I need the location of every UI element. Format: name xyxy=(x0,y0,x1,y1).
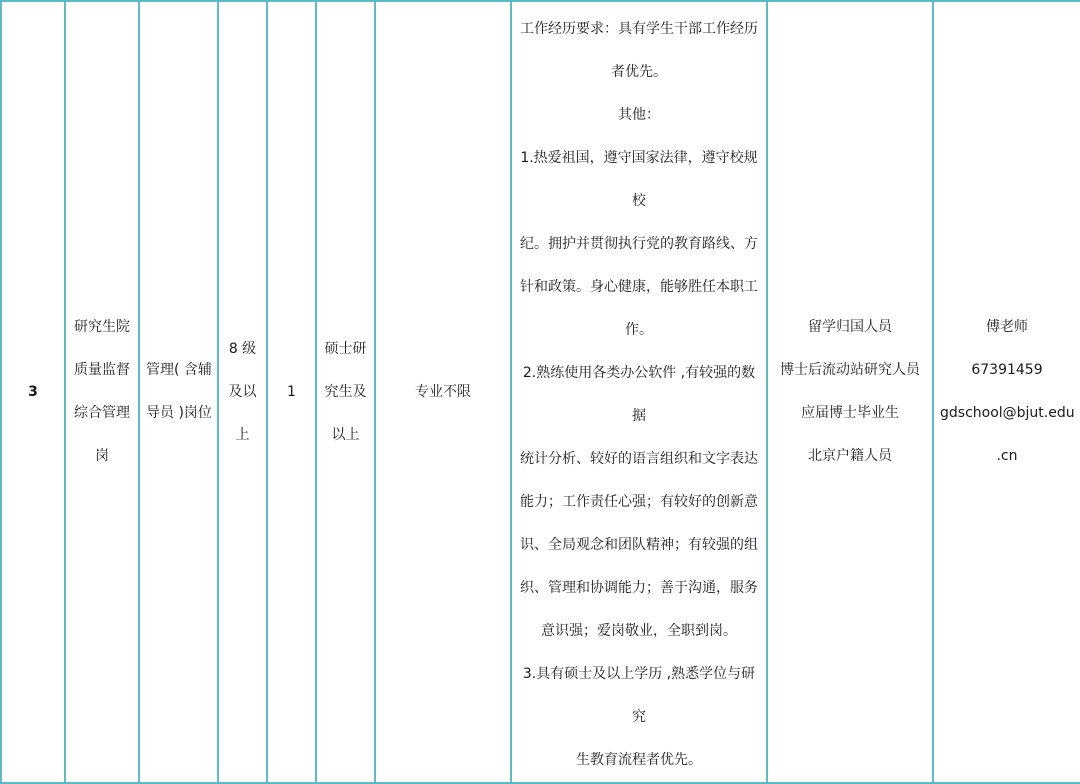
department-line: 质量监督 xyxy=(74,362,130,378)
education-cell xyxy=(316,1,375,783)
major-value: 专业不限 xyxy=(415,383,471,400)
requirement-line: 纪。拥护并贯彻执行党的教育路线、方 xyxy=(520,236,758,252)
major-cell xyxy=(375,1,511,783)
category-line: 管理( 含辅 xyxy=(146,362,212,378)
level-line: 及以 xyxy=(228,383,257,400)
department-cell xyxy=(65,1,139,783)
requirement-line: 统计分析、较好的语言组织和文字表达 xyxy=(520,451,758,467)
count-cell xyxy=(267,1,316,783)
requirement-line: 作。 xyxy=(625,322,653,338)
target-line: 北京户籍人员 xyxy=(808,448,892,464)
contact-name: 傅老师 xyxy=(986,319,1028,335)
requirement-line: 2.熟练使用各类办公软件 ,有较强的数据 xyxy=(522,365,756,424)
requirement-line: 工作经历要求：具有学生干部工作经历 xyxy=(520,21,758,37)
target-line: 应届博士毕业生 xyxy=(801,405,899,421)
department-line: 岗 xyxy=(95,448,109,464)
table-row xyxy=(1,1,1080,783)
row-number-cell xyxy=(1,1,65,783)
level-cell xyxy=(218,1,267,783)
category-cell xyxy=(139,1,218,783)
contact-cell xyxy=(933,1,1080,783)
requirement-line: 者优先。 xyxy=(611,64,667,80)
requirement-line: 能力；工作责任心强；有较好的创新意 xyxy=(520,494,758,510)
requirement-line: 1.热爱祖国，遵守国家法律，遵守校规校 xyxy=(520,150,758,209)
education-line: 以上 xyxy=(331,426,360,443)
requirement-line: 其他： xyxy=(618,107,660,123)
contact-email: .cn xyxy=(996,448,1018,464)
contact-phone: 67391459 xyxy=(971,362,1043,378)
education-line: 究生及 xyxy=(324,383,367,400)
requirement-line: 织、管理和协调能力；善于沟通，服务 xyxy=(520,580,758,596)
target-line: 留学归国人员 xyxy=(808,319,892,335)
requirements-cell xyxy=(511,1,767,783)
row-number: 3 xyxy=(28,383,38,400)
requirement-line: 3.具有硕士及以上学历 ,熟悉学位与研究 xyxy=(522,666,756,725)
target-cell xyxy=(767,1,933,783)
requirement-line: 识、全局观念和团队精神；有较强的组 xyxy=(520,537,758,553)
department-line: 综合管理 xyxy=(74,405,130,421)
level-line: 上 xyxy=(235,426,250,443)
requirement-line: 意识强；爱岗敬业，全职到岗。 xyxy=(541,623,737,639)
requirement-line: 生教育流程者优先。 xyxy=(576,752,702,768)
education-line: 硕士研 xyxy=(324,340,367,357)
category-line: 导员 )岗位 xyxy=(146,405,212,421)
target-line: 博士后流动站研究人员 xyxy=(780,362,920,378)
level-line: 8 级 xyxy=(228,340,257,357)
contact-email: gdschool@bjut.edu xyxy=(940,405,1075,421)
requirement-line: 针和政策。身心健康，能够胜任本职工 xyxy=(520,279,758,295)
department-line: 研究生院 xyxy=(74,319,130,335)
count-value: 1 xyxy=(287,383,296,400)
